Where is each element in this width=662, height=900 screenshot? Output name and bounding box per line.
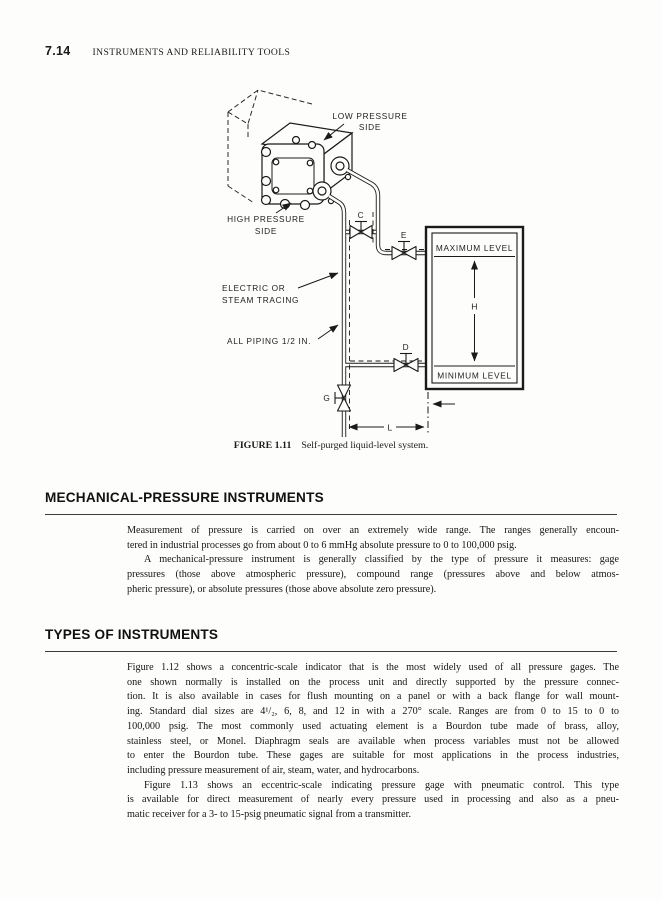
low-pressure-label-2: SIDE [358, 122, 382, 132]
text-line: to enter the Bourdon tube. These gages are suitable for most applications in the process industries, [127, 750, 619, 762]
valve-d-label: D [402, 342, 410, 352]
text-line: including pressure measurement of air, steam, water, and hydrocarbons. [127, 764, 420, 776]
high-pressure-callout [227, 203, 305, 236]
maximum-level-label: MAXIMUM LEVEL [435, 243, 514, 253]
piping-note-label: ALL PIPING 1/2 IN. [227, 336, 312, 346]
text-line: stainless steel, or Monel. Diaphragm seals are available when process variables must not be allowed [127, 735, 619, 747]
text-line: A mechanical-pressure instrument is generally classified by the type of pressure it measures: gage [144, 554, 619, 566]
figure-caption [0, 440, 662, 451]
high-pressure-label-2: SIDE [254, 226, 278, 236]
valve-c [350, 222, 372, 239]
valve-g [335, 385, 351, 411]
text-line: pheric pressure), or absolute pressures (those above absolute zero pressure). [127, 583, 437, 595]
dp-transmitter [262, 123, 353, 210]
figure-1-11 [180, 85, 548, 445]
dimension-l [349, 392, 455, 433]
text-line: tered in industrial processes go from about 0 to 6 mmHg absolute pressure to 0 to 100,000 psig. [127, 539, 517, 551]
figure-caption-text: Self-purged liquid-level system. [301, 440, 429, 451]
section-body-types-of-instruments [127, 661, 619, 823]
text-line: matic receiver for a 3- to 15-psig pneumatic signal from a transmitter. [127, 809, 412, 821]
text-line: Measurement of pressure is carried on over an extremely wide range. The ranges generally encoun- [127, 525, 619, 536]
low-pressure-label-1: LOW PRESSURE [332, 111, 408, 121]
piping-note-callout [227, 325, 338, 346]
text-line: is available for direct measurement of nearly every pressure used in processing and also as a pneu- [127, 794, 619, 806]
text-line: 100,000 psig. The most commonly used actuating element is a Bourdon tube made of brass, alloy, [127, 720, 619, 732]
valve-c-label: C [357, 210, 365, 220]
high-pressure-label-1: HIGH PRESSURE [227, 214, 305, 224]
text-line: Figure 1.13 shows an eccentric-scale indicating pressure gage with pneumatic control. This type [144, 779, 619, 791]
steam-tracing-lines [350, 212, 425, 430]
valve-e [392, 242, 416, 260]
minimum-level-label: MINIMUM LEVEL [437, 370, 512, 381]
section-body-mechanical-pressure-instruments [127, 524, 619, 598]
running-header [45, 44, 290, 58]
dim-l-label: L [387, 422, 393, 433]
liquid-level-diagram [180, 85, 548, 445]
text-line: Figure 1.12 shows a concentric-scale indicator that is the most widely used of all pressure gages. The [127, 662, 619, 673]
dim-h-label: H [471, 301, 478, 312]
section-heading-types-of-instruments: TYPES OF INSTRUMENTS [45, 627, 617, 652]
section-heading-mechanical-pressure-instruments: MECHANICAL-PRESSURE INSTRUMENTS [45, 490, 617, 515]
running-title: INSTRUMENTS AND RELIABILITY TOOLS [92, 47, 291, 58]
figure-caption-label: FIGURE 1.11 [233, 440, 292, 451]
valve-e-label: E [400, 230, 408, 240]
page-number: 7.14 [45, 44, 71, 58]
valve-d [394, 354, 418, 372]
text-line: tion. It is also available in cases for flush mounting on a panel or with a back flange for wall mount- [127, 691, 619, 703]
tracing-label-1: ELECTRIC OR [222, 283, 286, 293]
tracing-callout [222, 273, 338, 305]
text-line: ing. Standard dial sizes are 4¹/₂, 6, 8, and 12 in with a 270° scale. Ranges are from 0 to 15 to 0 to [127, 706, 619, 718]
text-line: one shown normally is installed on the process unit and directly supported by the pressure connec- [127, 676, 619, 688]
text-line: pressures (those above atmospheric pressure), compound range (pressures above and below atmos- [127, 569, 619, 581]
valve-g-label: G [323, 393, 331, 403]
tracing-label-2: STEAM TRACING [222, 295, 300, 305]
